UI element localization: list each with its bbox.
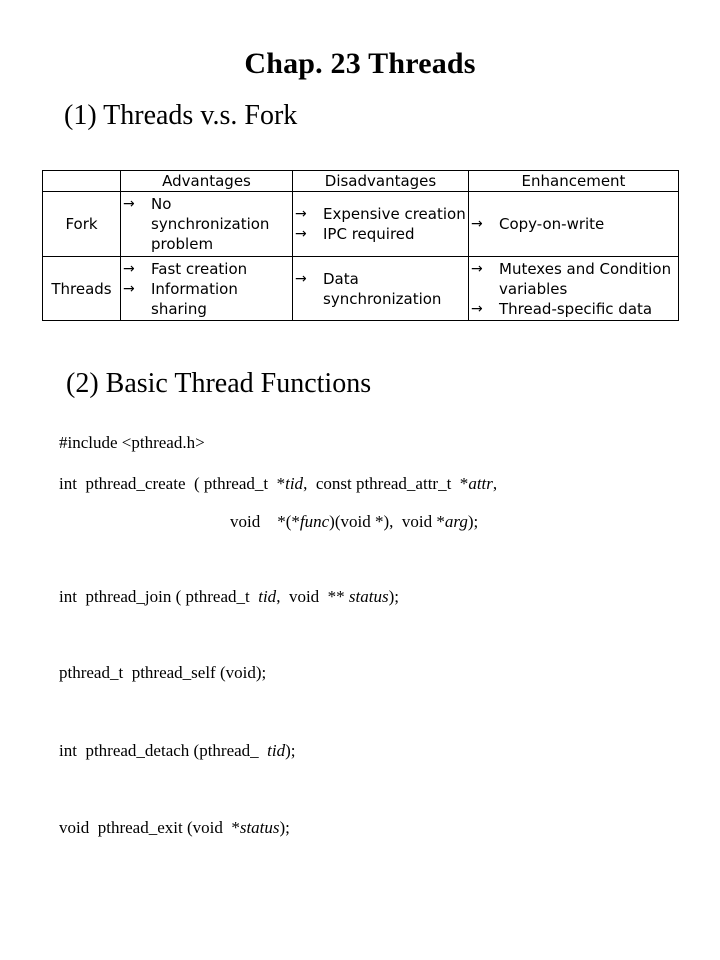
code-pthread-exit: void pthread_exit (void *status);: [59, 818, 290, 837]
arrow-bullet-icon: →: [295, 226, 307, 242]
row-label-fork: Fork: [43, 192, 121, 257]
code-pthread-join: int pthread_join ( pthread_t tid, void ** status);: [59, 587, 399, 606]
list-item: → Mutexes and Condition variables: [471, 259, 672, 298]
header-advantages: Advantages: [121, 171, 293, 192]
fork-advantages-cell: [121, 192, 293, 257]
header-cell-empty: [43, 171, 121, 192]
comparison-table: [42, 170, 679, 321]
header-enhancement: Enhancement: [469, 171, 679, 192]
arrow-bullet-icon: →: [123, 196, 135, 212]
fork-disadvantages-cell: [293, 192, 469, 257]
arrow-bullet-icon: →: [295, 206, 307, 222]
code-include: #include <pthread.h>: [59, 433, 205, 452]
threads-advantages-cell: [121, 257, 293, 321]
fork-enhancement-cell: [469, 192, 679, 257]
threads-disadvantages-cell: [293, 257, 469, 321]
code-pthread-create-line2: void *(*func)(void *), void *arg);: [230, 512, 479, 531]
table-row-threads: [43, 257, 679, 321]
list-item: → IPC required: [295, 225, 415, 243]
list-item: → Thread-specific data: [471, 299, 653, 318]
table-row-fork: [43, 192, 679, 257]
threads-enhancement-cell: [469, 257, 679, 321]
table-header-row: [43, 171, 679, 192]
arrow-bullet-icon: →: [471, 260, 483, 277]
arrow-bullet-icon: →: [295, 270, 307, 287]
code-pthread-detach: int pthread_detach (pthread_ tid);: [59, 741, 296, 760]
header-disadvantages: Disadvantages: [293, 171, 469, 192]
page-title: Chap. 23 Threads: [244, 47, 476, 80]
list-item: → Copy-on-write: [471, 215, 605, 233]
arrow-bullet-icon: →: [471, 300, 483, 317]
list-item: → Fast creation: [123, 259, 248, 278]
code-pthread-self: pthread_t pthread_self (void);: [59, 663, 267, 682]
arrow-bullet-icon: →: [123, 260, 135, 277]
arrow-bullet-icon: →: [471, 216, 483, 232]
section-heading-threads-vs-fork: (1) Threads v.s. Fork: [64, 100, 298, 131]
list-item: → No synchronization problem: [123, 195, 270, 253]
code-pthread-create-line1: int pthread_create ( pthread_t *tid, const pthread_attr_t *attr,: [59, 474, 498, 493]
list-item: → Data synchronization: [295, 269, 442, 308]
section-heading-basic-thread-functions: (2) Basic Thread Functions: [66, 368, 372, 399]
arrow-bullet-icon: →: [123, 280, 135, 297]
list-item: → Information sharing: [123, 279, 238, 318]
list-item: → Expensive creation: [295, 205, 466, 223]
row-label-threads: Threads: [43, 257, 121, 321]
